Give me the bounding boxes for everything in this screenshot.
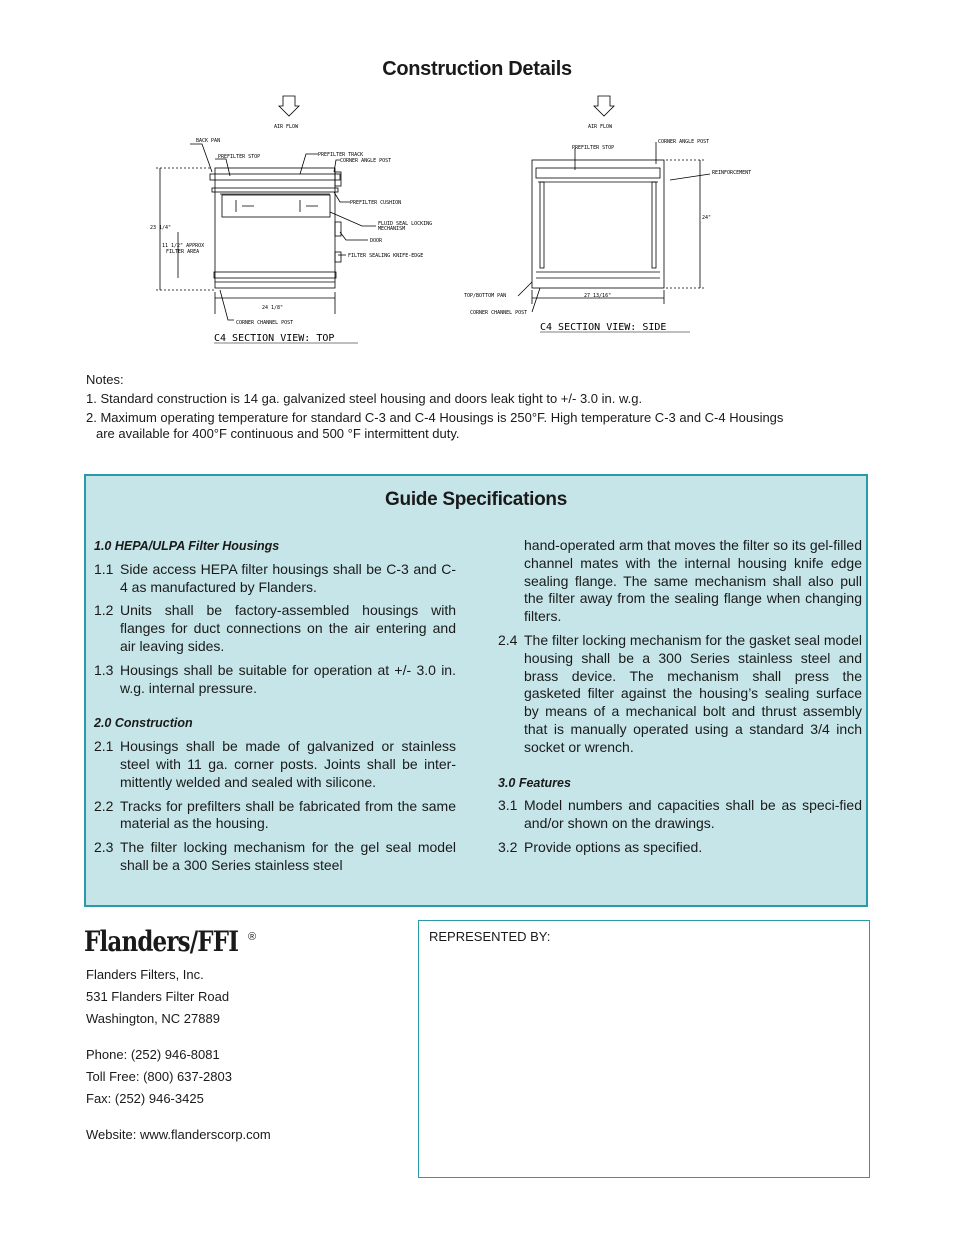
- company-toll-free: Toll Free: (800) 637-2803: [86, 1069, 232, 1084]
- flanders-logo: [84, 925, 272, 958]
- guide-left-column: [94, 538, 456, 881]
- spec-item: 1.3 Housings shall be suitable for operation at +/- 3.0 in. w.g. internal pressure.: [94, 661, 456, 696]
- door-label: DOOR: [370, 238, 383, 244]
- top-corner-angle-post-label: CORNER ANGLE POST: [340, 158, 392, 164]
- construction-title: Construction Details: [382, 58, 572, 80]
- spec-item: 1.2 Units shall be factory-assembled housings with flanges for duct connections on the air entering and air leaving sides.: [94, 602, 456, 654]
- notes-heading: Notes:: [86, 372, 124, 387]
- side-air-flow-label: AIR FLOW: [588, 124, 613, 130]
- company-city: Washington, NC 27889: [86, 1011, 220, 1026]
- side-corner-channel-post-label: CORNER CHANNEL POST: [470, 310, 528, 316]
- registered-mark: ®: [248, 931, 257, 943]
- fluid-seal-label: FLUID SEAL LOCKING: [378, 221, 433, 227]
- notes: [86, 372, 866, 442]
- company-website: Website: www.flanderscorp.com: [86, 1127, 271, 1142]
- top-corner-channel-post-label: CORNER CHANNEL POST: [236, 320, 294, 326]
- filter-area-dimension: 11 1/2" APPROX: [162, 243, 205, 249]
- represented-by-label: REPRESENTED BY:: [429, 929, 551, 944]
- company-phone: Phone: (252) 946-8081: [86, 1047, 220, 1062]
- spec-continuation: hand-operated arm that moves the filter so its gel-filled channel mates with the internal housing knife edge sealing flange. The same mechanism shall also pull the filter away from the sealing flange when changing filters.: [524, 537, 862, 625]
- spec-item: 2.3 The filter locking mechanism for the gel seal model shall be a 300 Series stainless steel: [94, 839, 456, 873]
- side-corner-angle-post-label: CORNER ANGLE POST: [658, 139, 710, 145]
- top-width-dimension: 24 1/8": [262, 305, 284, 311]
- represented-by-box: [418, 920, 870, 1178]
- note-2: 2. Maximum operating temperature for standard C-3 and C-4 Housings is 250°F. High temperature C-3 and C-4 Housings: [86, 410, 784, 425]
- guide-specifications-panel: [84, 474, 868, 907]
- spec-item: 2.4 The filter locking mechanism for the gasket seal model housing shall be a 300 Series stainless steel and brass device. The mechanism shall press the gasketed filter against the housing’s sealing surface by means of a mechanical bolt and thrust assembly that is manually operated using a standard 3/4 inch socket or wrench.: [498, 631, 862, 755]
- logo-text: Flanders/FFI: [84, 925, 239, 958]
- top-bottom-pan-label: TOP/BOTTOM PAN: [464, 293, 507, 299]
- company-fax: Fax: (252) 946-3425: [86, 1091, 204, 1106]
- prefilter-cushion-label: PREFILTER CUSHION: [350, 200, 402, 206]
- side-section-drawing: [460, 92, 770, 350]
- side-prefilter-stop-label: PREFILTER STOP: [572, 145, 615, 151]
- company-name: Flanders Filters, Inc.: [86, 967, 204, 982]
- side-height-dimension: 24": [702, 215, 712, 221]
- filter-area-label: FILTER AREA: [166, 249, 200, 255]
- back-pan-label: BACK PAN: [196, 138, 221, 144]
- top-section-drawing: [150, 92, 460, 350]
- top-air-flow-label: AIR FLOW: [274, 124, 299, 130]
- side-width-dimension: 27 13/16": [584, 293, 612, 299]
- note-1: 1. Standard construction is 14 ga. galvanized steel housing and doors leak tight to +/- 3.0 in. w.g.: [86, 391, 643, 406]
- company-street: 531 Flanders Filter Road: [86, 989, 230, 1004]
- reinforcement-label: REINFORCEMENT: [712, 170, 752, 176]
- spec-item: 1.1 Side access HEPA filter housings shall be C-3 and C-4 as manufactured by Flanders.: [94, 560, 456, 595]
- company-address: [86, 964, 271, 1146]
- top-view-caption: C4 SECTION VIEW: TOP: [214, 333, 335, 344]
- spec-item: 3.1 Model numbers and capacities shall be as speci-fied and/or shown on the drawings.: [498, 797, 862, 832]
- section-heading: 2.0 Construction: [94, 716, 193, 731]
- guide-title: Guide Specifications: [385, 489, 567, 510]
- guide-right-column: [498, 537, 862, 863]
- knife-edge-label: FILTER SEALING KNIFE-EDGE: [348, 253, 424, 259]
- section-heading: 1.0 HEPA/ULPA Filter Housings: [94, 539, 280, 553]
- side-view-caption: C4 SECTION VIEW: SIDE: [540, 322, 667, 333]
- note-2-cont: are available for 400°F continuous and 500 °F intermittent duty.: [96, 426, 460, 441]
- top-height-dimension: 23 1/4": [150, 225, 172, 231]
- section-heading: 3.0 Features: [498, 775, 571, 790]
- mechanism-label: MECHANISM: [378, 226, 406, 232]
- prefilter-track-label: PREFILTER TRACK: [318, 152, 364, 158]
- spec-item: 2.1 Housings shall be made of galvanized or stainless steel with 11 ga. corner posts. Joints shall be inter-mittently welded and sealed with silicone.: [94, 738, 456, 790]
- spec-item: 3.2 Provide options as specified.: [498, 838, 703, 855]
- top-prefilter-stop-label: PREFILTER STOP: [218, 154, 261, 160]
- spec-item: 2.2 Tracks for prefilters shall be fabricated from the same material as the housing.: [94, 797, 456, 832]
